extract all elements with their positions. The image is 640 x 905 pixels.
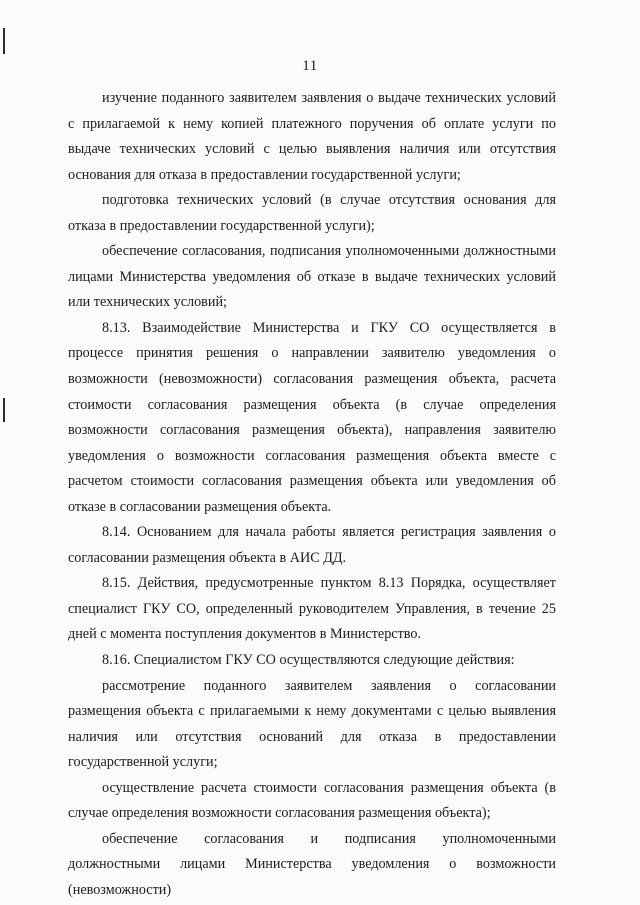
scan-edge-mark [3,398,5,422]
paragraph: подготовка технических условий (в случае отсутствия основания для отказа в предоставлении государственной услуги); [68,192,556,234]
scan-edge-mark [3,28,5,54]
paragraph-8-15: 8.15. Действия, предусмотренные пунктом 8.13 Порядка, осуществляет специалист ГКУ СО, определенный руководителем Управления, в течение 25 дней с момента поступления документов в Министерство. [68,575,556,643]
paragraph-8-16: 8.16. Специалистом ГКУ СО осуществляются следующие действия: [102,652,515,669]
paragraph: обеспечение согласования и подписания уполномоченными должностными лицами Министерства уведомления о возможности (невозможности) [68,830,556,898]
paragraph-8-14: 8.14. Основанием для начала работы является регистрация заявления о согласовании размещения объекта в АИС ДД. [68,524,556,566]
paragraph: рассмотрение поданного заявителем заявления о согласовании размещения объекта с прилагаемыми к нему документами с целью выявления наличия или отсутствия оснований для отказа в предоставлении государственной услуги; [68,677,556,771]
paragraph-8-13: 8.13. Взаимодействие Министерства и ГКУ СО осуществляется в процессе принятия решения о направлении заявителю уведомления о возможности (невозможности) согласования размещения объекта, расчета стоимости согласования размещения объекта (в случае определения возможности согласования размещения объекта), направления заявителю уведомления о возможности согласования размещения объекта вместе с расчетом стоимости согласования размещения объекта или уведомления об отказе в согласовании размещения объекта. [68,319,556,515]
paragraph: обеспечение согласования, подписания уполномоченными должностными лицами Министерства уведомления об отказе в выдаче технических условий или технических условий; [68,243,556,311]
paragraph: осуществление расчета стоимости согласования размещения объекта (в случае определения возможности согласования размещения объекта); [68,779,556,822]
body-text [68,86,556,904]
paragraph: изучение поданного заявителем заявления о выдаче технических условий с прилагаемой к нему копией платежного поручения об оплате услуги по выдаче технических условий с целью выявления наличия или отсутствия основания для отказа в предоставлении государственной услуги; [68,90,556,183]
page-number: 11 [302,58,318,74]
